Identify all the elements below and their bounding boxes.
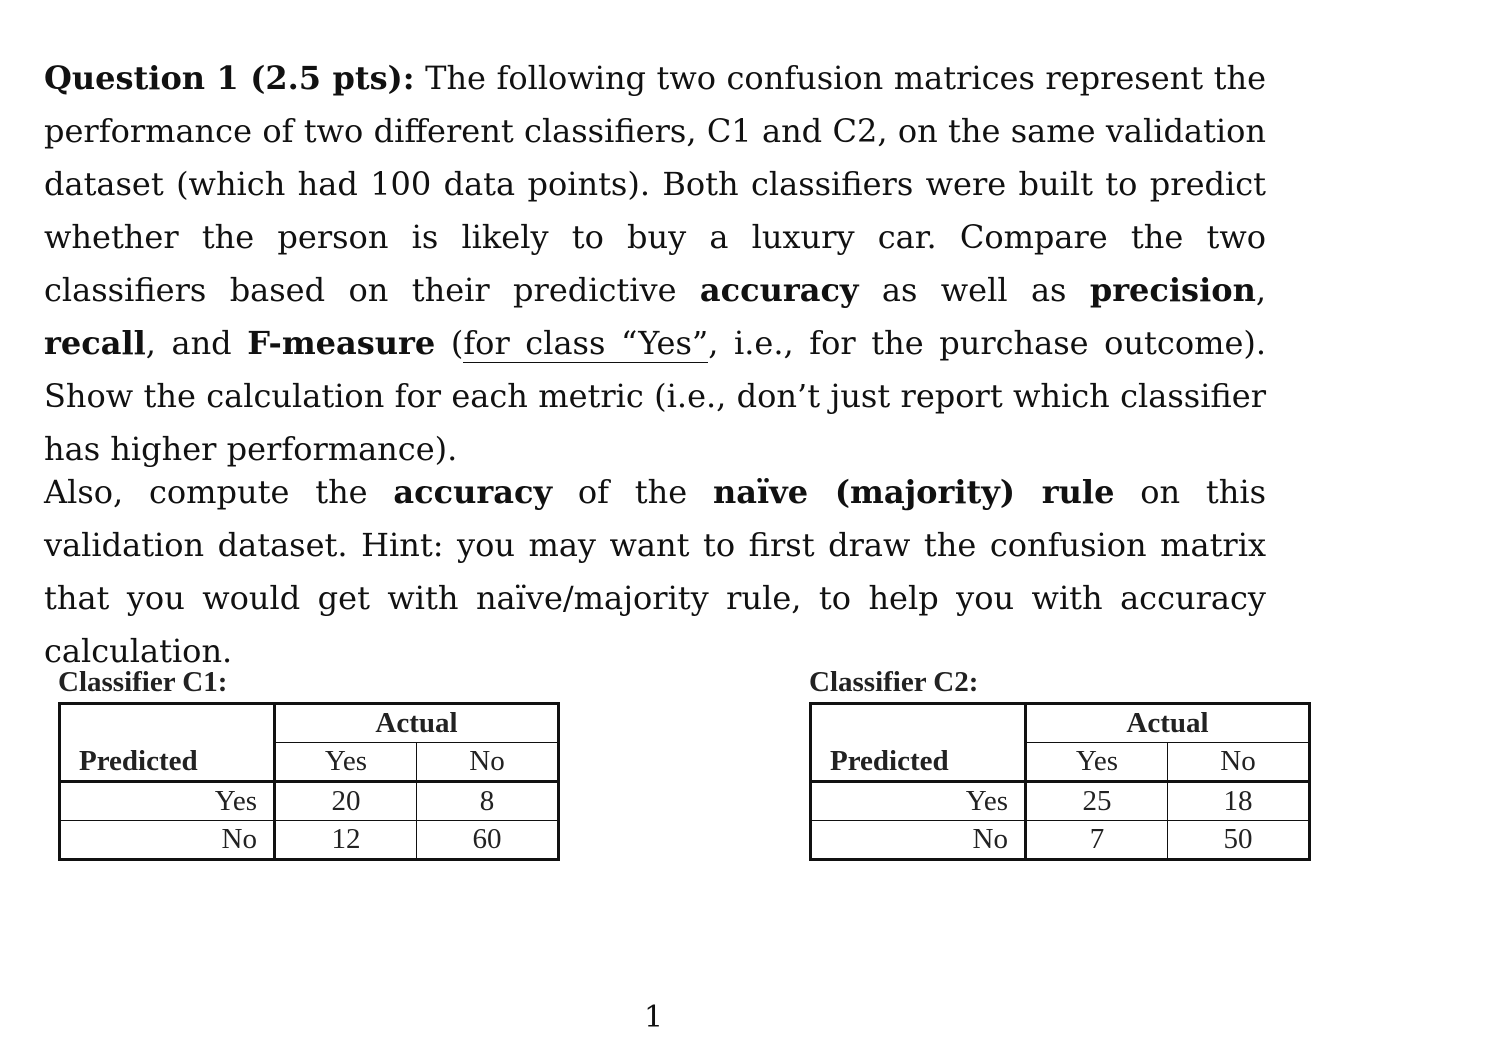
header-blank xyxy=(811,704,1026,743)
naive-rule-paragraph xyxy=(44,466,1266,678)
term-fmeasure: F-measure xyxy=(247,324,436,362)
question-label: Question 1 (2.5 pts): xyxy=(44,59,415,97)
predicted-header: Predicted xyxy=(811,743,1026,782)
question-paragraph xyxy=(44,52,1266,476)
term-naive-rule: naïve (majority) rule xyxy=(712,473,1115,511)
cell-pred-yes-actual-no: 8 xyxy=(417,782,559,821)
term-accuracy: accuracy xyxy=(699,271,859,309)
cell-pred-yes-actual-yes: 20 xyxy=(275,782,417,821)
part2-text-c: on this validation dataset. Hint: you may want to first draw the confusion matrix that you would get with naïve/majority rule, to help you with accuracy calculation. xyxy=(44,473,1267,670)
actual-header: Actual xyxy=(275,704,559,743)
predicted-header: Predicted xyxy=(60,743,275,782)
confusion-matrix-c1 xyxy=(58,702,560,861)
part2-text-b: of the xyxy=(552,473,713,511)
row-header-no: No xyxy=(60,821,275,860)
classifier-c2-title: Classifier C2: xyxy=(809,666,979,698)
actual-header: Actual xyxy=(1026,704,1310,743)
row-header-yes: Yes xyxy=(60,782,275,821)
col-header-no: No xyxy=(1168,743,1310,782)
col-header-no: No xyxy=(417,743,559,782)
term-recall: recall xyxy=(44,324,146,362)
question-text-c: , and xyxy=(145,324,248,362)
row-header-no: No xyxy=(811,821,1026,860)
confusion-matrix-c2 xyxy=(809,702,1311,861)
term-precision: precision xyxy=(1089,271,1256,309)
row-header-yes: Yes xyxy=(811,782,1026,821)
question-text-a: The following two confusion matrices represent the performance of two different classifiers, C1 and C2, on the same validation dataset (which had 100 data points). Both classifiers were built to predict whether the person is likely to buy a luxury car. Compare the two classifiers based on their predictive xyxy=(44,59,1267,309)
header-blank xyxy=(60,704,275,743)
col-header-yes: Yes xyxy=(275,743,417,782)
cell-pred-no-actual-yes: 12 xyxy=(275,821,417,860)
question-text-b: as well as xyxy=(858,271,1090,309)
question-text-e: , i.e., for the purchase outcome). Show the calculation for each metric (i.e., don’t just report which classifier has higher performance). xyxy=(44,324,1267,468)
cell-pred-no-actual-no: 50 xyxy=(1168,821,1310,860)
question-comma: , xyxy=(1255,271,1266,309)
cell-pred-no-actual-no: 60 xyxy=(417,821,559,860)
part2-term-accuracy: accuracy xyxy=(393,473,553,511)
part2-text-a: Also, compute the xyxy=(44,473,394,511)
question-text-d: ( xyxy=(435,324,464,362)
underlined-class-yes: for class “Yes” xyxy=(463,324,709,362)
cell-pred-yes-actual-yes: 25 xyxy=(1026,782,1168,821)
cell-pred-yes-actual-no: 18 xyxy=(1168,782,1310,821)
col-header-yes: Yes xyxy=(1026,743,1168,782)
classifier-c1-title: Classifier C1: xyxy=(58,666,228,698)
cell-pred-no-actual-yes: 7 xyxy=(1026,821,1168,860)
page-number: 1 xyxy=(644,1000,664,1035)
